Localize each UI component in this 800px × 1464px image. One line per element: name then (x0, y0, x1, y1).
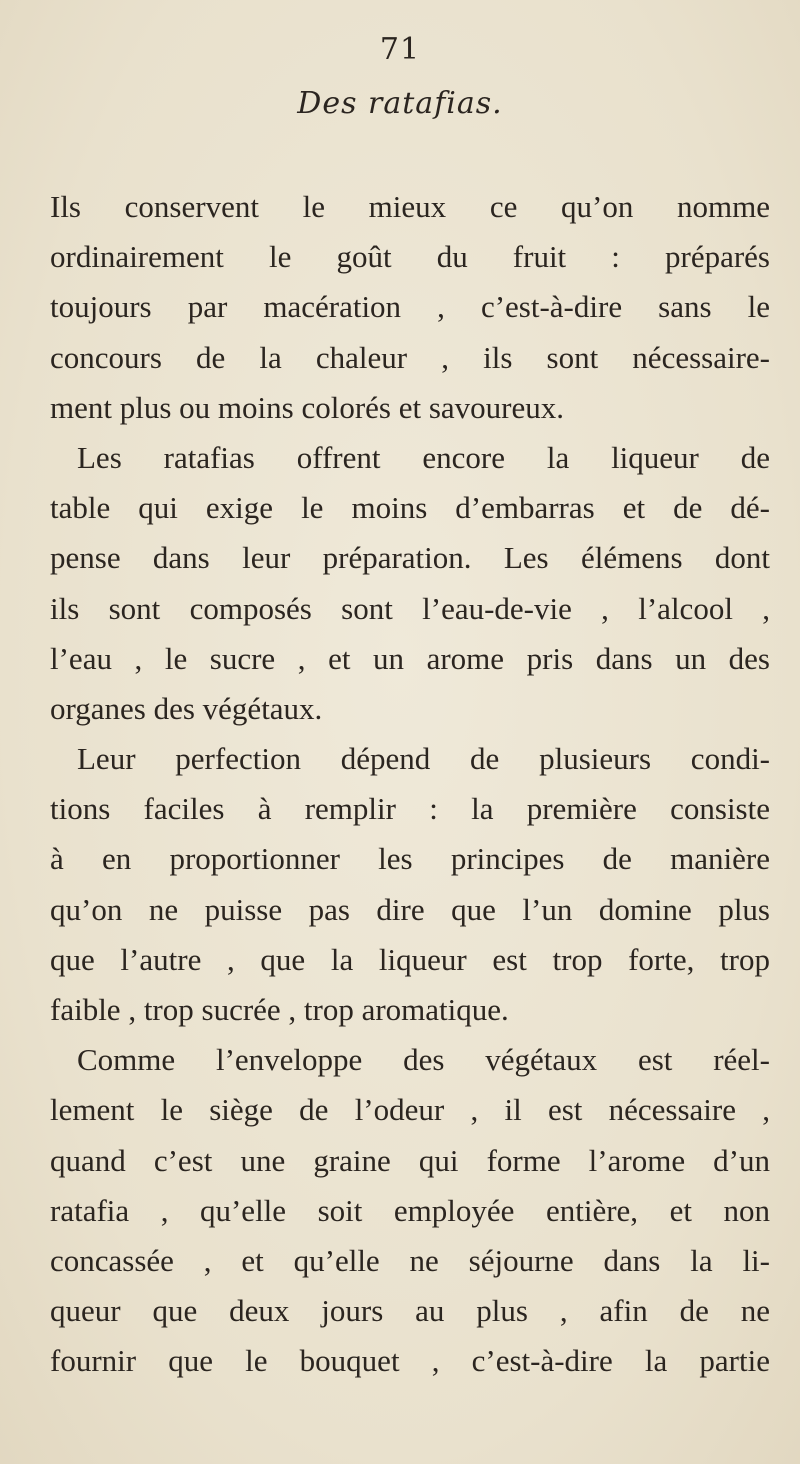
text-line: quand c’est une graine qui forme l’arome d’un (50, 1142, 770, 1178)
text-line: organes des végétaux. (50, 690, 323, 726)
text-line: ratafia , qu’elle soit employée entière, et non (50, 1192, 770, 1228)
text-line: ment plus ou moins colorés et savoureux. (50, 389, 564, 425)
text-line: qu’on ne puisse pas dire que l’un domine plus (50, 891, 770, 927)
text-line: concassée , et qu’elle ne séjourne dans la li- (50, 1242, 770, 1278)
text-line: table qui exige le moins d’embarras et de dé- (50, 490, 770, 526)
text-line: lement le siège de l’odeur , il est nécessaire , (50, 1092, 770, 1128)
text-line: Les ratafias offrent encore la liqueur de (77, 439, 770, 475)
text-line: concours de la chaleur , ils sont nécessaire- (50, 339, 770, 375)
text-line: que l’autre , que la liqueur est trop forte, trop (50, 941, 770, 977)
text-line: pense dans leur préparation. Les élémens dont (50, 540, 770, 576)
text-line: ils sont composés sont l’eau-de-vie , l’alcool , (50, 590, 770, 626)
text-line: fournir que le bouquet , c’est-à-dire la partie (50, 1343, 770, 1379)
text-line: faible , trop sucrée , trop aromatique. (50, 992, 509, 1027)
text-line: Ils conservent le mieux ce qu’on nomme (50, 189, 770, 224)
text-line: l’eau , le sucre , et un arome pris dans un des (50, 640, 770, 676)
text-line: ordinairement le goût du fruit : préparés (50, 239, 770, 275)
text-line: Comme l’enveloppe des végétaux est réel- (77, 1042, 770, 1078)
text-line: tions faciles à remplir : la première consiste (50, 791, 770, 827)
text-line: queur que deux jours au plus , afin de ne (50, 1293, 770, 1329)
text-line: toujours par macération , c’est-à-dire sans le (50, 289, 770, 325)
body-text (50, 182, 770, 1387)
running-head: Des ratafias. (297, 86, 503, 121)
text-line: Leur perfection dépend de plusieurs condi- (77, 741, 770, 777)
page-number: 71 (379, 32, 421, 67)
text-line: à en proportionner les principes de manière (50, 841, 770, 877)
